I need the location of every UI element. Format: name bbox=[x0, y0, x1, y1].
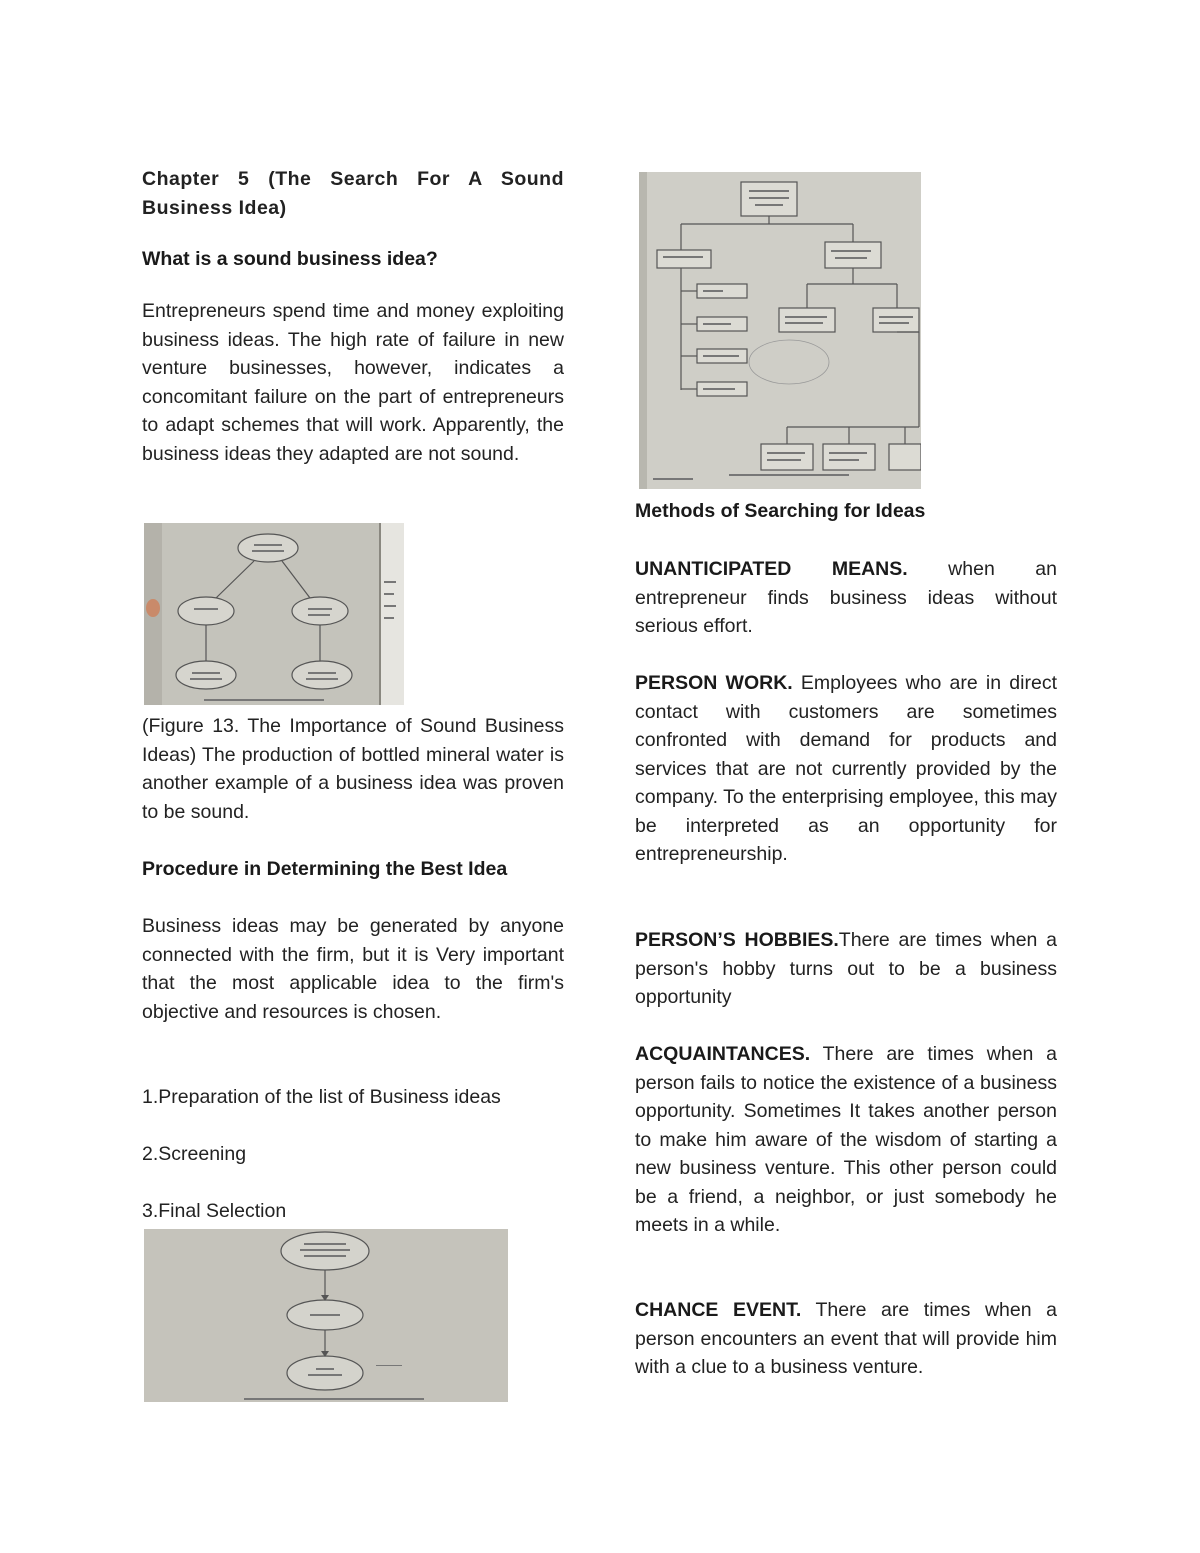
method-term: ACQUAINTANCES. bbox=[635, 1043, 811, 1065]
method-acquaintances bbox=[635, 1040, 1057, 1240]
method-term: PERSON WORK. bbox=[635, 672, 793, 694]
method-chance-event bbox=[635, 1296, 1057, 1382]
methods-heading: Methods of Searching for Ideas bbox=[635, 500, 926, 522]
method-text: There are times when a person fails to notice the existence of a business opportunity. Sometimes It takes another person to make him aware of the wisdom of starting a new business venture. This other person could be a friend, a neighbor, or just somebody he meets in a while. bbox=[635, 1043, 1057, 1236]
methods-diagram-photo bbox=[639, 172, 921, 489]
question-heading: What is a sound business idea? bbox=[142, 248, 438, 270]
method-text: Employees who are in direct contact with customers are sometimes confronted with demand for products and services that are not currently provided by the company. To the enterprising employee, this may be interpreted as an opportunity for entrepreneurship. bbox=[635, 672, 1057, 865]
method-term: PERSON’S HOBBIES. bbox=[635, 929, 839, 951]
method-text: when an entrepreneur finds business ideas without serious effort. bbox=[635, 558, 1057, 637]
procedure-flowchart-photo bbox=[144, 1229, 508, 1402]
method-text: There are times when a person's hobby turns out to be a business opportunity bbox=[635, 929, 1057, 1008]
procedure-heading: Procedure in Determining the Best Idea bbox=[142, 858, 508, 880]
method-unanticipated bbox=[635, 555, 1057, 641]
intro-paragraph: Entrepreneurs spend time and money exploiting business ideas. The high rate of failure in new venture businesses, however, indicates a concomitant failure on the part of entrepreneurs to adapt schemes that will work. Apparently, the business ideas they adapted are not sound. bbox=[142, 300, 564, 465]
step-3: 3.Final Selection bbox=[142, 1200, 287, 1222]
method-person-work bbox=[635, 669, 1057, 869]
figure13-caption: (Figure 13. The Importance of Sound Business Ideas) The production of bottled mineral water is another example of a business idea was proven to be sound. bbox=[142, 715, 564, 823]
procedure-paragraph: Business ideas may be generated by anyone connected with the firm, but it is Very important that the most applicable idea to the firm's objective and resources is chosen. bbox=[142, 915, 564, 1023]
method-hobbies bbox=[635, 926, 1057, 1012]
method-term: UNANTICIPATED MEANS. bbox=[635, 558, 908, 580]
step-2: 2.Screening bbox=[142, 1143, 247, 1165]
figure13-photo bbox=[144, 523, 404, 705]
chapter-title: Chapter 5 (The Search For A Sound Business Idea) bbox=[142, 168, 564, 219]
step-1: 1.Preparation of the list of Business ideas bbox=[142, 1086, 501, 1108]
method-term: CHANCE EVENT. bbox=[635, 1299, 802, 1321]
method-text: There are times when a person encounters an event that will provide him with a clue to a business venture. bbox=[635, 1299, 1057, 1378]
